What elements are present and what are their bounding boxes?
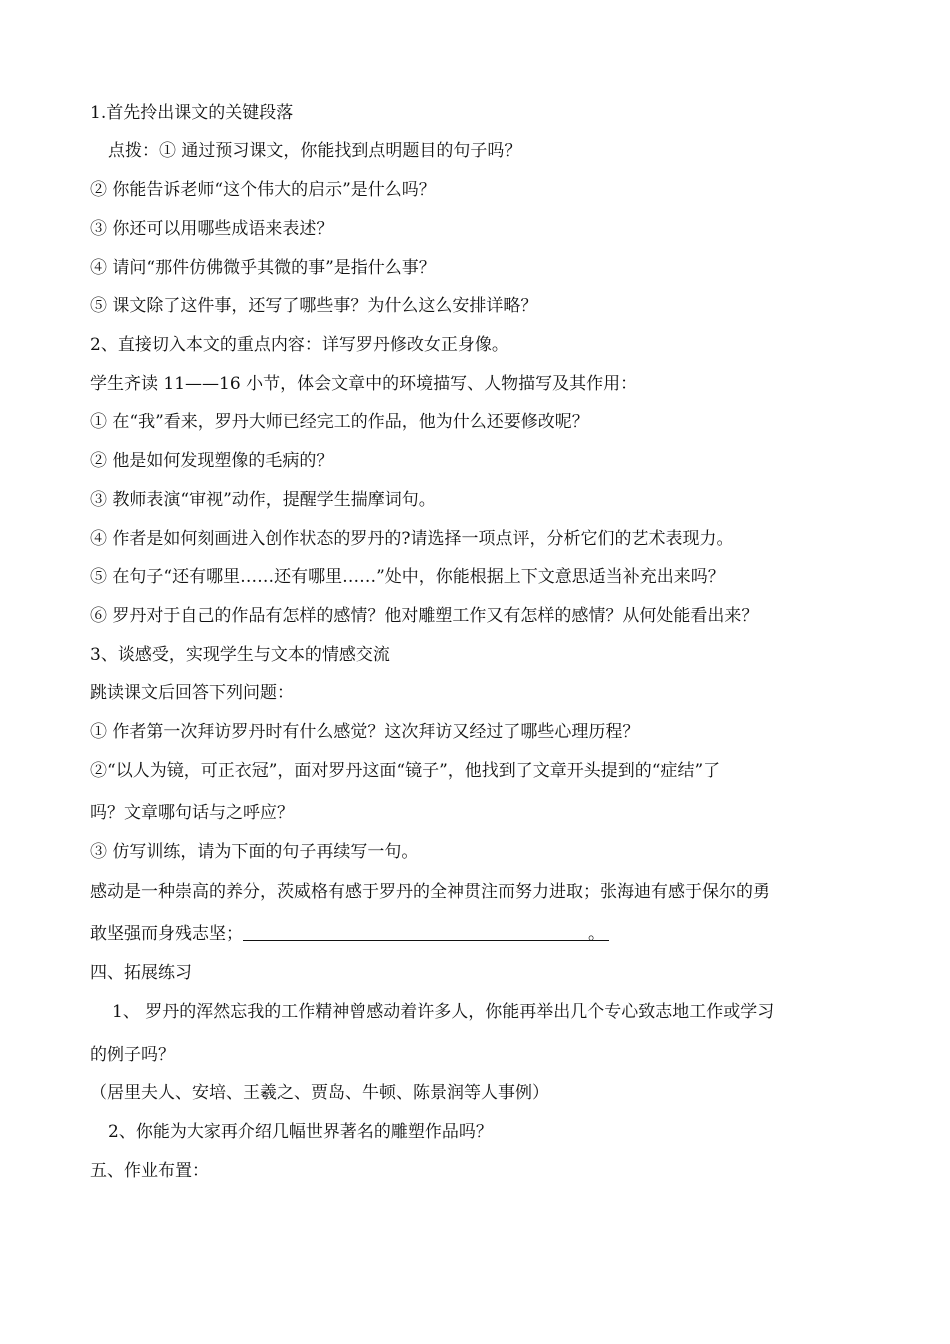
text-line: 学生齐读 11——16 小节，体会文章中的环境描写、人物描写及其作用： [90,374,638,394]
text-line: ③ 仿写训练，请为下面的句子再续写一句。 [90,842,419,862]
text-line: ③ 你还可以用哪些成语来表述？ [90,219,334,239]
text-line: ②“以人为镜，可正衣冠”，面对罗丹这面“镜子”，他找到了文章开头提到的“症结”了 [90,761,721,781]
text-line: ③ 教师表演“审视”动作，提醒学生揣摩词句。 [90,490,436,510]
answer-blank[interactable]: 。 [243,922,609,941]
text-line: 2、直接切入本文的重点内容：详写罗丹修改女正身像。 [90,335,509,355]
text-line: ④ 作者是如何刻画进入创作状态的罗丹的?请选择一项点评，分析它们的艺术表现力。 [90,529,734,549]
text-line: 感动是一种崇高的养分，茨威格有感于罗丹的全神贯注而努力进取；张海迪有感于保尔的勇 [90,882,770,902]
text-line: 1.首先拎出课文的关键段落 [90,103,294,123]
text-line: 1、 罗丹的浑然忘我的工作精神曾感动着许多人，你能再举出几个专心致志地工作或学习 [112,1002,775,1022]
text-line: （居里夫人、安培、王羲之、贾岛、牛顿、陈景润等人事例） [90,1083,549,1103]
text-line: 敢坚强而身残志坚； [90,924,243,944]
text-line: ④ 请问“那件仿佛微乎其微的事”是指什么事？ [90,258,436,278]
text-line: 2、你能为大家再介绍几幅世界著名的雕塑作品吗？ [108,1122,493,1142]
text-line: 点拨：① 通过预习课文，你能找到点明题目的句子吗？ [108,141,522,161]
text-line: 的例子吗？ [90,1045,175,1065]
text-line: 跳读课文后回答下列问题： [90,683,294,703]
section-heading: 四、拓展练习 [90,963,192,983]
text-line: ⑤ 在句子“还有哪里……还有哪里……”处中，你能根据上下文意思适当补充出来吗？ [90,567,725,587]
text-line: ② 你能告诉老师“这个伟大的启示”是什么吗？ [90,180,436,200]
text-line: ⑥ 罗丹对于自己的作品有怎样的感情？他对雕塑工作又有怎样的感情？从何处能看出来？ [90,606,759,626]
section-heading: 3、谈感受，实现学生与文本的情感交流 [90,645,390,665]
text-line: ⑤ 课文除了这件事，还写了哪些事？为什么这么安排详略？ [90,296,538,316]
text-line: ② 他是如何发现塑像的毛病的？ [90,451,334,471]
text-line: ① 作者第一次拜访罗丹时有什么感觉？这次拜访又经过了哪些心理历程？ [90,722,640,742]
text-line: 吗？文章哪句话与之呼应？ [90,803,294,823]
text-line: ① 在“我”看来，罗丹大师已经完工的作品，他为什么还要修改呢？ [90,412,589,432]
section-heading: 五、作业布置： [90,1161,209,1181]
fill-in-line [90,922,609,946]
